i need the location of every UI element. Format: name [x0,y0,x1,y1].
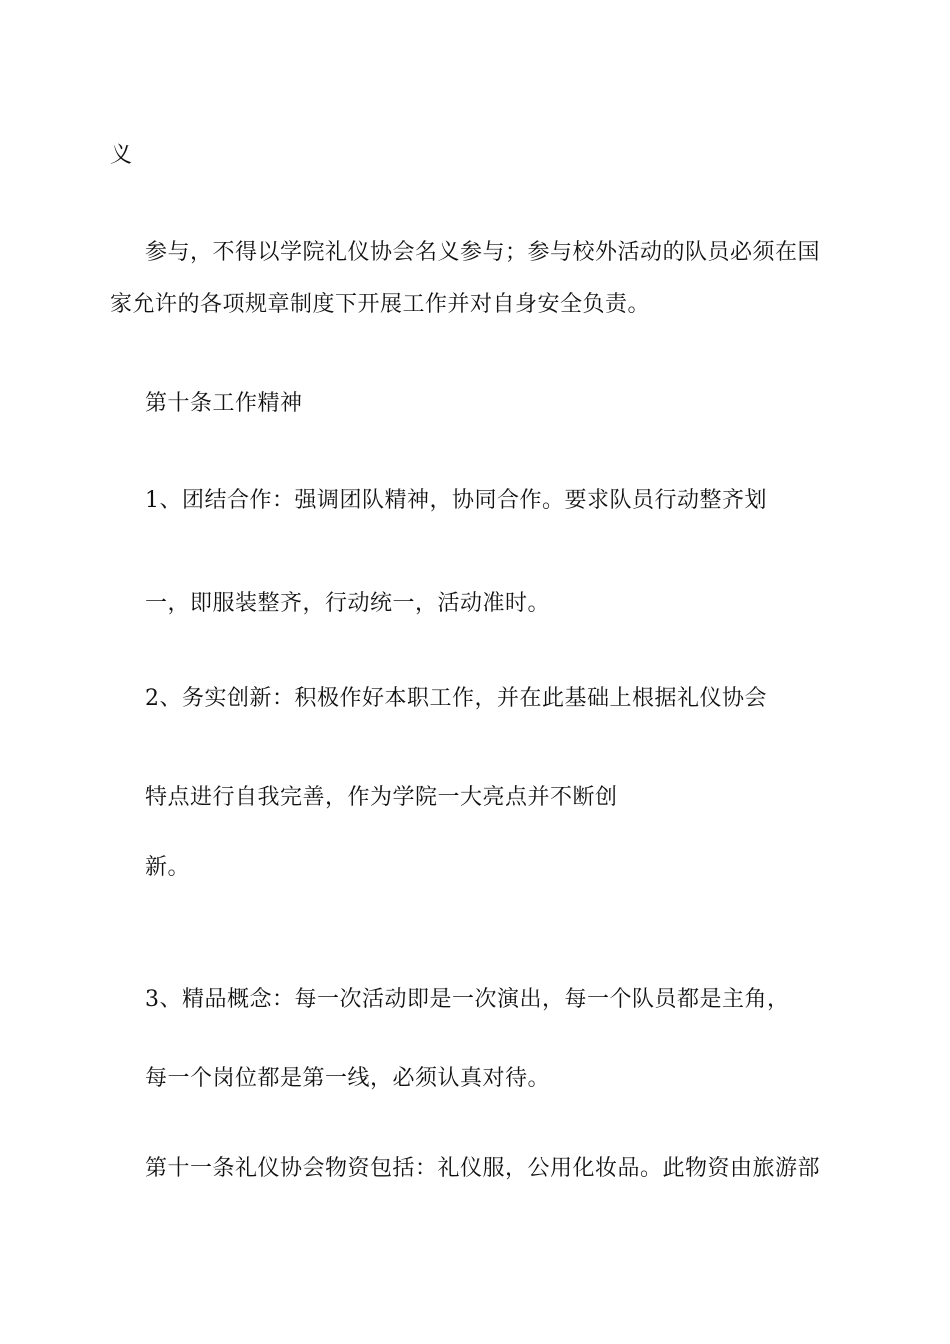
text-line: 1、团结合作：强调团队精神，协同合作。要求队员行动整齐划 [145,488,767,513]
text-line: 特点进行自我完善，作为学院一大亮点并不断创 [145,785,618,810]
text-line: 义 [110,143,133,168]
section-heading: 第十条工作精神 [145,391,303,416]
text-line: 一，即服装整齐，行动统一，活动准时。 [145,591,551,616]
text-line: 3、精品概念：每一次活动即是一次演出，每一个队员都是主角， [145,987,790,1012]
text-line: 第十一条礼仪协会物资包括：礼仪服，公用化妆品。此物资由旅游部 [145,1156,821,1181]
text-line: 每一个岗位都是第一线，必须认真对待。 [145,1066,551,1091]
text-line: 参与，不得以学院礼仪协会名义参与；参与校外活动的队员必须在国 [145,240,821,265]
text-line: 新。 [145,855,191,880]
text-line: 家允许的各项规章制度下开展工作并对自身安全负责。 [110,292,651,317]
text-line: 2、务实创新：积极作好本职工作，并在此基础上根据礼仪协会 [145,686,767,711]
